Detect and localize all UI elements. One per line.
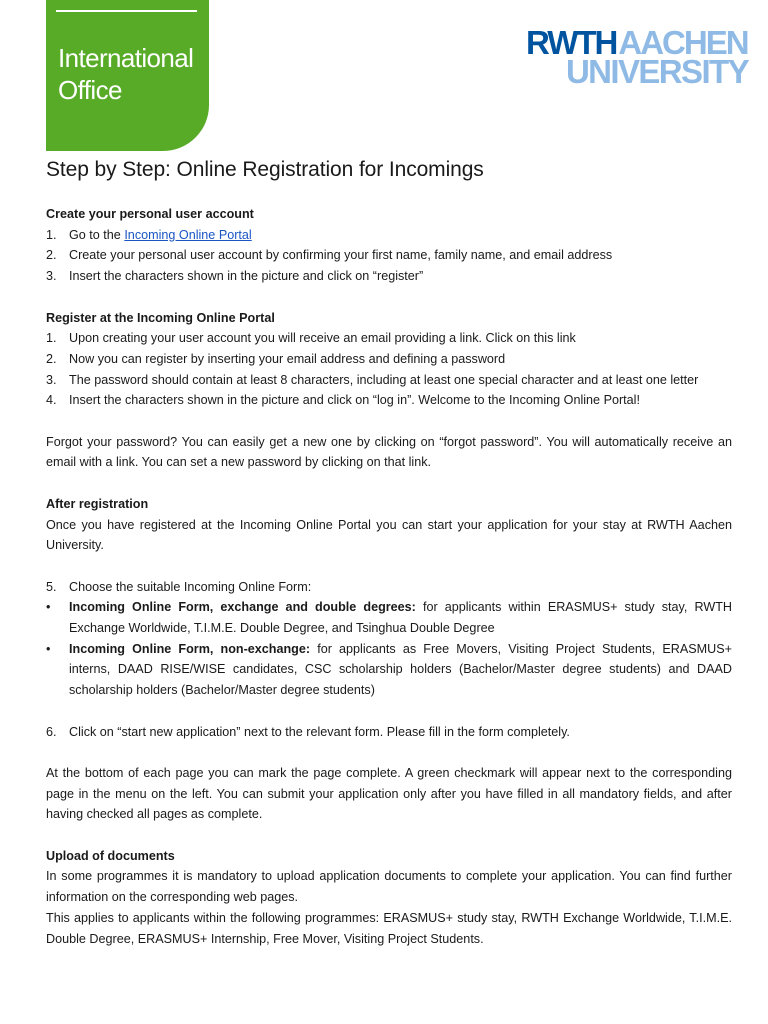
list-item	[46, 328, 732, 349]
list-item	[46, 349, 732, 370]
list-number: 4.	[46, 393, 57, 408]
list-number: 5.	[46, 579, 57, 594]
bullet-rest: for applicants within ERASMUS+ study stay, RWTH Exchange Worldwide, T.I.M.E. Double Degree, and Tsinghua Double Degree	[69, 600, 732, 635]
after-registration-intro: Once you have registered at the Incoming Online Portal you can start your application for your stay at RWTH Aachen University.	[46, 517, 732, 553]
list-text: Upon creating your user account you will receive an email providing a link. Click on this link	[69, 331, 576, 346]
list-text: Choose the suitable Incoming Online Form:	[69, 579, 312, 594]
list-number: 1.	[46, 331, 57, 346]
logo-line1	[526, 24, 748, 61]
bullet-mark: •	[46, 600, 51, 615]
list-number: 1.	[46, 227, 57, 242]
banner-divider	[56, 10, 197, 12]
list-number: 6.	[46, 724, 57, 739]
list-item	[46, 225, 732, 246]
bullet-text	[69, 597, 732, 638]
mark-complete-paragraph: At the bottom of each page you can mark the page complete. A green checkmark will appear next to the corresponding page in the menu on the left. You can submit your application only after you have filled in all mandatory fields, and after having checked all pages as complete.	[46, 765, 732, 822]
banner-title-line2: Office	[58, 75, 122, 105]
list-number: 3.	[46, 372, 57, 387]
list-number: 2.	[46, 351, 57, 366]
list-item	[46, 577, 732, 598]
bullet-mark: •	[46, 641, 51, 656]
list-item	[46, 370, 732, 391]
list-number: 3.	[46, 269, 57, 284]
list-text	[69, 225, 732, 246]
banner-title	[58, 42, 193, 106]
bullet-item	[46, 639, 732, 701]
section-heading-after-registration: After registration	[46, 496, 149, 511]
banner-title-line1: International	[58, 43, 194, 73]
bullet-item	[46, 597, 732, 638]
bullet-bold: Incoming Online Form, exchange and double degrees:	[69, 600, 416, 615]
logo-rwth: RWTH	[526, 24, 617, 61]
logo-aachen: AACHEN	[618, 24, 748, 61]
list-text: Now you can register by inserting your email address and defining a password	[69, 351, 506, 366]
bullet-text	[69, 639, 732, 701]
list-number: 2.	[46, 248, 57, 263]
list-item	[46, 390, 732, 411]
rwth-logo	[526, 24, 748, 90]
forgot-password-paragraph: Forgot your password? You can easily get a new one by clicking on “forgot password”. You will automatically receive an email with a link. You can set a new password by clicking on that link.	[46, 434, 732, 470]
upload-paragraph-1: In some programmes it is mandatory to upload application documents to complete your application. You can find further information on the corresponding web pages.	[46, 869, 732, 905]
page-title: Step by Step: Online Registration for Incomings	[46, 158, 484, 181]
logo-university: UNIVERSITY	[565, 53, 748, 90]
international-office-banner	[46, 0, 209, 151]
list-item	[46, 266, 732, 287]
list-text-prefix: Go to the	[69, 227, 125, 242]
list-text: Insert the characters shown in the picture and click on “register”	[69, 269, 424, 284]
document-body	[46, 204, 732, 949]
list-item	[46, 245, 732, 266]
incoming-portal-link[interactable]: Incoming Online Portal	[124, 227, 252, 242]
section-heading-register: Register at the Incoming Online Portal	[46, 310, 275, 325]
bullet-rest: for applicants as Free Movers, Visiting Project Students, ERASMUS+ interns, DAAD RISE/WISE candidates, CSC scholarship holders (Bachelor/Master degree students) and DAAD scholarship holders (Bachelor/Master degree students)	[69, 641, 732, 698]
list-text: Insert the characters shown in the picture and click on “log in”. Welcome to the Incoming Online Portal!	[69, 393, 640, 408]
list-text: The password should contain at least 8 characters, including at least one special character and at least one letter	[69, 372, 699, 387]
upload-paragraph-2: This applies to applicants within the following programmes: ERASMUS+ study stay, RWTH Exchange Worldwide, T.I.M.E. Double Degree, ERASMUS+ Internship, Free Mover, Visiting Project Students.	[46, 910, 732, 946]
list-text: Create your personal user account by confirming your first name, family name, and email address	[69, 248, 613, 263]
list-item	[46, 722, 732, 743]
bullet-bold: Incoming Online Form, non-exchange:	[69, 641, 311, 656]
section-heading-upload: Upload of documents	[46, 848, 175, 863]
list-text: Click on “start new application” next to the relevant form. Please fill in the form completely.	[69, 724, 570, 739]
section-heading-create-account: Create your personal user account	[46, 207, 254, 221]
